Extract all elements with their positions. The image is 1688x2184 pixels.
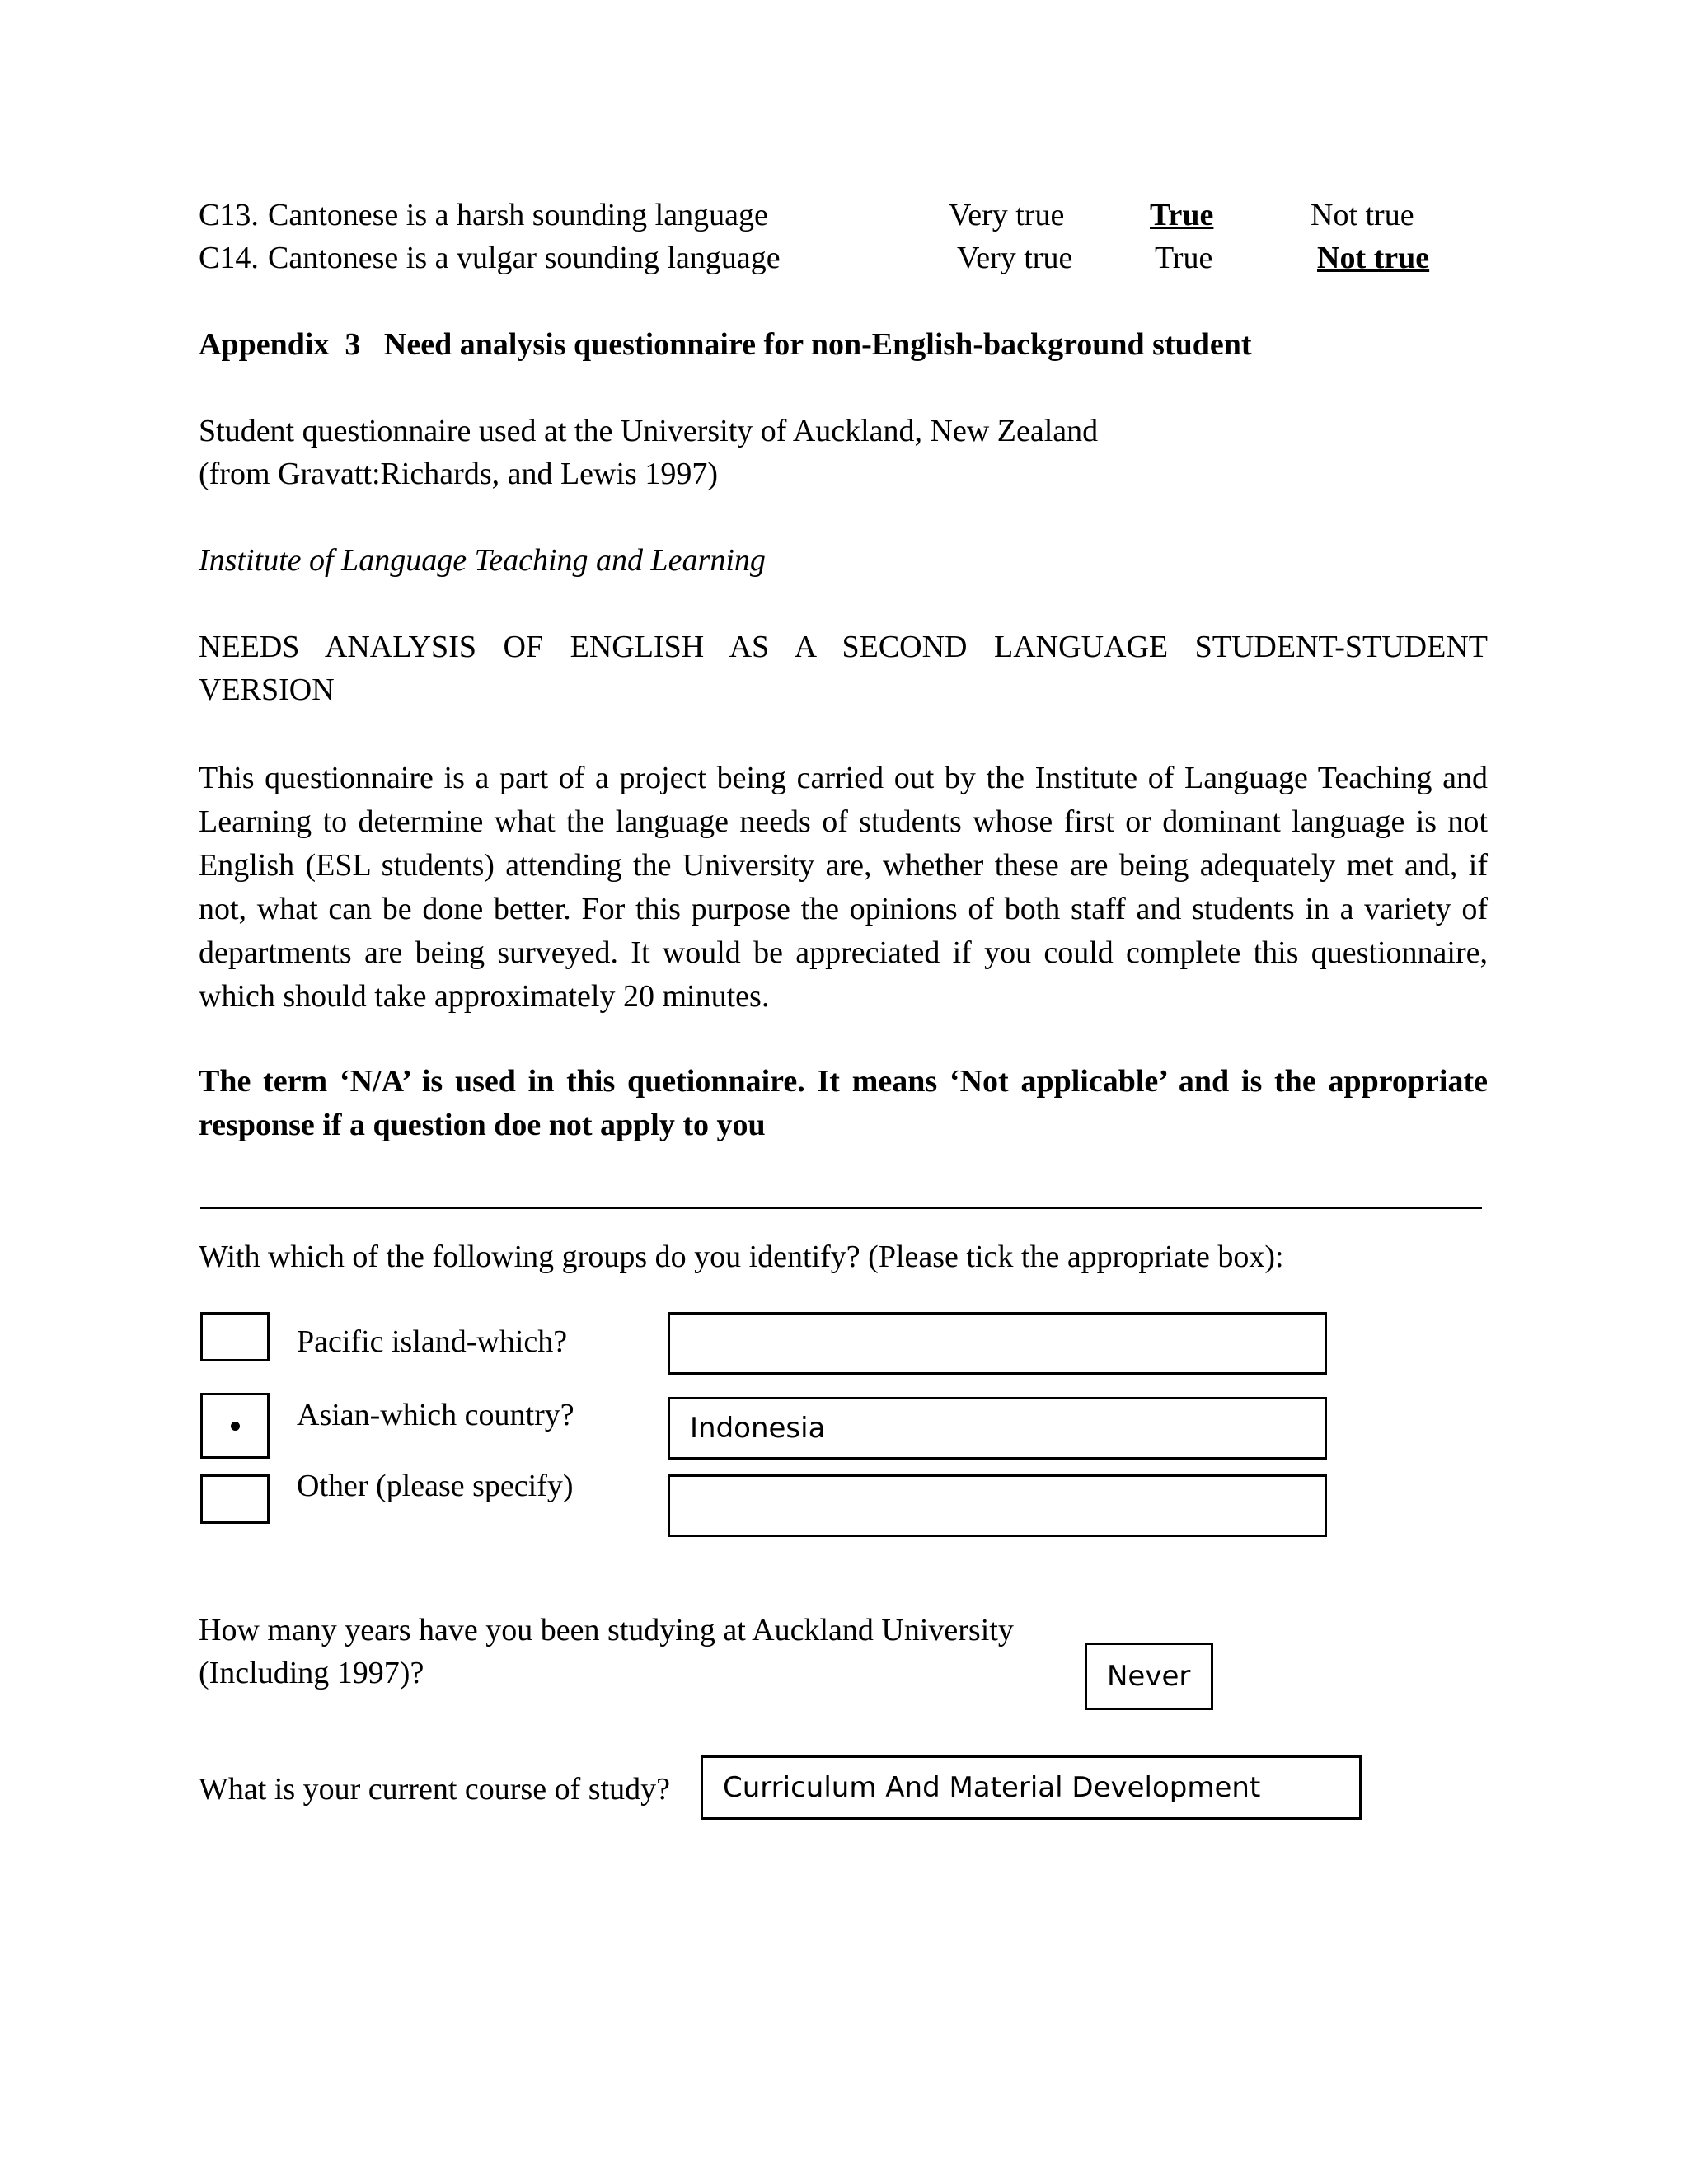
source-line-1: Student questionnaire used at the University of Auckland, New Zealand	[199, 414, 1099, 448]
section-divider	[200, 1207, 1482, 1209]
questionnaire-title: NEEDS ANALYSIS OF ENGLISH AS A SECOND LANGUAGE STUDENT-STUDENT VERSION	[199, 630, 1488, 707]
years-question-line-1: How many years have you been studying at Auckland University	[199, 1613, 1014, 1647]
option-very-true[interactable]: Very true	[957, 241, 1073, 275]
years-question-line-2: (Including 1997)?	[199, 1656, 424, 1690]
item-text: Cantonese is a vulgar sounding language	[268, 241, 781, 275]
appendix-heading: Appendix 3 Need analysis questionnaire for non-English-background student	[199, 327, 1252, 362]
na-note: The term ‘N/A’ is used in this quetionnaire. It means ‘Not applicable’ and is the appropriate response if a question doe not apply to you	[199, 1064, 1488, 1142]
checkbox-other[interactable]	[200, 1474, 270, 1524]
institute-name: Institute of Language Teaching and Learning	[199, 543, 766, 578]
label-asian: Asian-which country?	[297, 1398, 574, 1432]
option-true[interactable]: True	[1155, 241, 1213, 275]
item-id: C13.	[199, 198, 259, 232]
intro-paragraph: This questionnaire is a part of a project being carried out by the Institute of Language Teaching and Learning to determine what the language needs of students whose first or dominant language is not English (ESL students) attending the University are, whether these are being adequately met and, if not, what can be done better. For this purpose the opinions of both staff and students in a variety of departments are being surveyed. It would be appreciated if you could complete this questionnaire, which should take approximately 20 minutes.	[199, 761, 1488, 1014]
item-id: C14.	[199, 241, 259, 275]
course-field[interactable]: Curriculum And Material Development	[701, 1755, 1362, 1820]
option-very-true[interactable]: Very true	[949, 198, 1065, 232]
label-other: Other (please specify)	[297, 1469, 574, 1503]
label-pacific-island: Pacific island-which?	[297, 1324, 568, 1359]
item-text: Cantonese is a harsh sounding language	[268, 198, 768, 232]
option-not-true[interactable]: Not true	[1311, 198, 1414, 232]
option-true-selected[interactable]: True	[1150, 198, 1214, 232]
other-specify-field[interactable]	[668, 1474, 1327, 1537]
checkbox-asian[interactable]	[200, 1393, 270, 1459]
attitude-item-c13	[199, 194, 1484, 237]
source-line-2: (from Gravatt:Richards, and Lewis 1997)	[199, 457, 718, 491]
course-question: What is your current course of study?	[199, 1772, 670, 1807]
checked-dot-icon	[231, 1422, 240, 1431]
groups-question: With which of the following groups do you identify? (Please tick the appropriate box):	[199, 1240, 1284, 1274]
years-field[interactable]: Never	[1085, 1643, 1213, 1710]
pacific-island-field[interactable]	[668, 1312, 1327, 1375]
option-not-true-selected[interactable]: Not true	[1317, 241, 1430, 275]
attitude-item-c14	[199, 237, 1484, 280]
asian-country-field[interactable]: Indonesia	[668, 1397, 1327, 1460]
checkbox-pacific-island[interactable]	[200, 1312, 270, 1361]
